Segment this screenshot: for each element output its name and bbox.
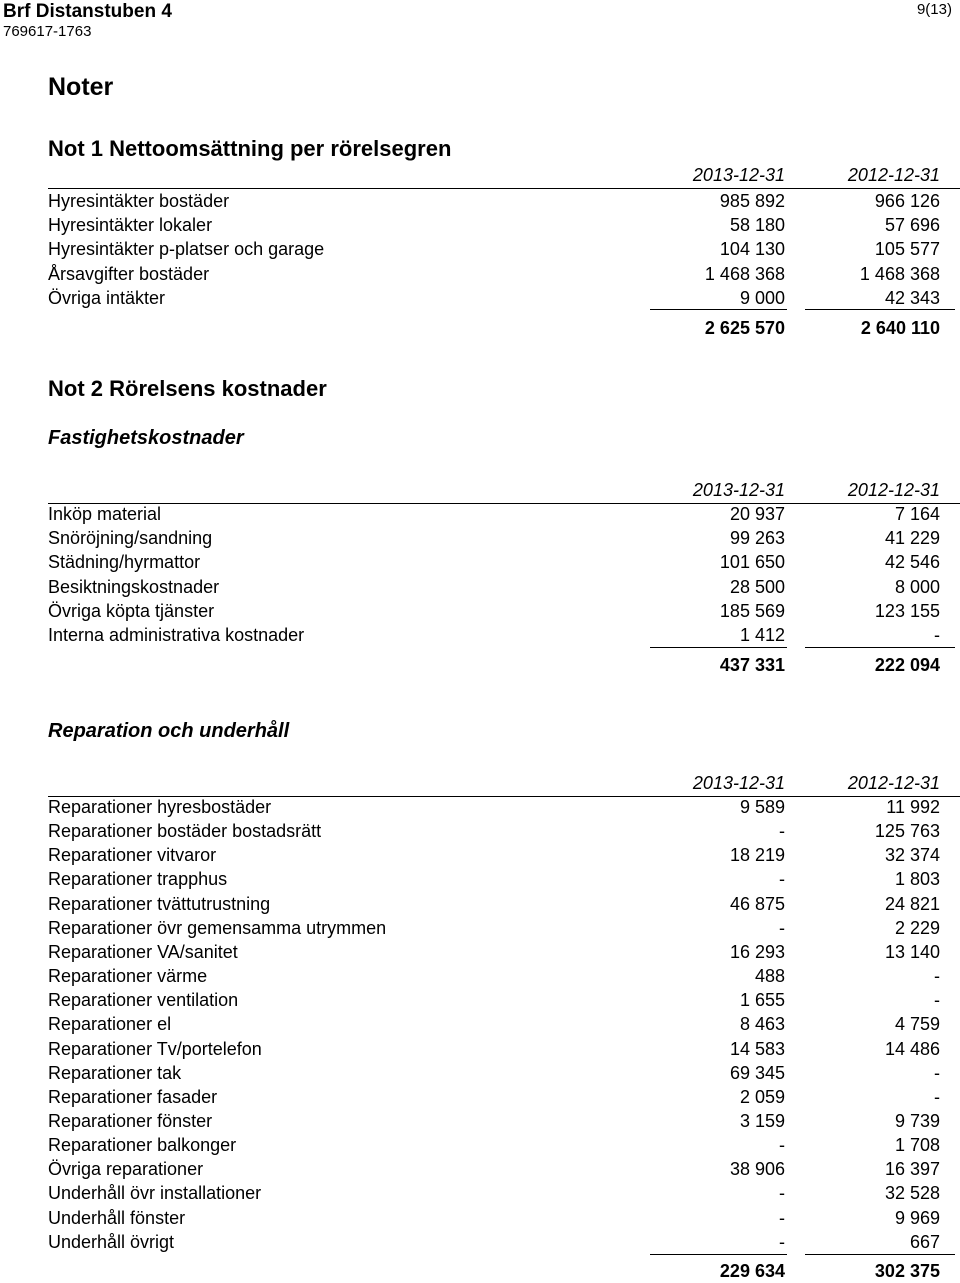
row-value-2012: - [934,1062,940,1083]
row-value-2013: 16 293 [729,941,785,962]
fastighet-col2-label: 2012-12-31 [847,480,940,500]
row-value-2013: 14 583 [729,1038,785,1059]
row-label: Årsavgifter bostäder [48,263,210,284]
row-value-2012: 2 229 [894,917,940,938]
table-row [48,262,942,286]
table-row [48,867,942,891]
row-value-2013: 20 937 [729,504,785,524]
table-row [48,940,942,964]
row-label: Inköp material [48,504,162,524]
note1-total-2012: 2 640 110 [860,318,940,338]
row-value-2013: 18 219 [729,845,785,866]
reparation-total-2012: 302 375 [874,1261,940,1281]
row-value-2013: 38 906 [729,1159,785,1180]
reparation-col2-label: 2012-12-31 [847,773,940,793]
reparation-total-2013: 229 634 [719,1261,785,1281]
row-value-2013: 9 589 [739,797,785,817]
row-value-2012: 105 577 [874,239,940,260]
table-row [48,599,942,623]
row-value-2012: 14 486 [884,1038,940,1059]
row-value-2013: 3 159 [739,1110,785,1131]
note1-column-header [48,163,942,187]
row-value-2013: 104 130 [719,239,785,260]
fastighet-total-row [48,653,942,677]
fastighet-total-2013: 437 331 [719,655,785,675]
row-value-2013: 28 500 [729,576,785,597]
row-value-2012: 966 126 [874,191,940,211]
row-label: Övriga köpta tjänster [48,600,215,621]
table-row [48,237,942,261]
row-label: Reparationer fasader [48,1086,218,1107]
row-label: Underhåll övrigt [48,1231,175,1252]
fastighet-total-2012: 222 094 [874,655,940,675]
row-value-2012: 8 000 [894,576,940,597]
row-label: Underhåll övr installationer [48,1183,262,1204]
table-row [48,502,942,526]
row-value-2012: 42 546 [884,552,940,573]
table-row [48,819,942,843]
note1-col1-label: 2013-12-31 [692,165,785,185]
row-label: Reparationer bostäder bostadsrätt [48,821,322,842]
row-value-2012: 123 155 [874,600,940,621]
row-value-2012: - [934,966,940,987]
row-label: Reparationer övr gemensamma utrymmen [48,917,387,938]
row-label: Övriga intäkter [48,287,166,308]
row-label: Snöröjning/sandning [48,528,213,549]
note1-sum-rule-col1 [650,309,787,310]
row-value-2012: 1 468 368 [859,263,940,284]
row-value-2013: 99 263 [729,528,785,549]
row-value-2013: 488 [754,966,785,987]
row-value-2013: 101 650 [719,552,785,573]
fastighet-sum-rule-col1 [650,647,787,648]
row-value-2012: 4 759 [894,1014,940,1035]
row-label: Reparationer tak [48,1062,182,1083]
table-row [48,189,942,213]
table-row [48,1157,942,1181]
row-label: Reparationer trapphus [48,869,228,890]
table-row [48,1206,942,1230]
row-value-2012: 16 397 [884,1159,940,1180]
row-label: Hyresintäkter p-platser och garage [48,239,325,260]
table-row [48,550,942,574]
fastighet-col1-label: 2013-12-31 [692,480,785,500]
row-label: Reparationer vitvaror [48,845,217,866]
row-label: Reparationer värme [48,966,208,987]
table-row [48,988,942,1012]
table-row [48,795,942,819]
row-value-2013: 69 345 [729,1062,785,1083]
row-label: Reparationer VA/sanitet [48,941,238,962]
row-value-2013: - [779,821,785,842]
row-value-2013: - [779,917,785,938]
row-label: Reparationer ventilation [48,990,239,1011]
note1-total-2013: 2 625 570 [704,318,785,338]
row-value-2012: 9 739 [894,1110,940,1131]
row-label: Reparationer Tv/portelefon [48,1038,262,1059]
page-title: Noter [48,73,114,101]
table-row [48,892,942,916]
table-row [48,1061,942,1085]
note1-heading: Not 1 Nettoomsättning per rörelsegren [48,136,452,161]
row-label: Övriga reparationer [48,1159,204,1180]
row-value-2013: 1 468 368 [704,263,785,284]
row-value-2013: 9 000 [739,287,785,308]
row-value-2013: 985 892 [719,191,785,211]
reparation-col1-label: 2013-12-31 [692,773,785,793]
reparation-column-header [48,771,942,795]
table-row [48,1133,942,1157]
row-label: Reparationer tvättutrustning [48,893,271,914]
row-value-2013: 1 412 [739,625,785,645]
reparation-subheading: Reparation och underhåll [48,720,290,742]
row-value-2013: 1 655 [739,990,785,1011]
row-value-2013: 2 059 [739,1086,785,1107]
row-value-2013: - [779,1231,785,1252]
row-value-2012: 11 992 [886,797,940,817]
note1-col2-label: 2012-12-31 [847,165,940,185]
row-value-2012: 1 708 [894,1135,940,1156]
table-row [48,1109,942,1133]
row-value-2012: 41 229 [884,528,940,549]
reparation-sum-rule-col1 [650,1254,787,1255]
row-value-2013: - [779,1207,785,1228]
row-value-2012: 13 140 [884,941,940,962]
note1-sum-rule-col2 [805,309,955,310]
row-value-2013: 8 463 [739,1014,785,1035]
table-row [48,1012,942,1036]
row-value-2013: 46 875 [729,893,785,914]
table-row [48,964,942,988]
row-label: Reparationer hyresbostäder [48,797,272,817]
row-value-2012: 125 763 [874,821,940,842]
note1-total-row [48,316,942,340]
row-value-2012: 7 164 [894,504,940,524]
fastighet-subheading: Fastighetskostnader [48,427,244,449]
table-row [48,286,942,310]
row-label: Underhåll fönster [48,1207,186,1228]
table-row [48,213,942,237]
row-label: Reparationer balkonger [48,1135,237,1156]
row-label: Reparationer fönster [48,1110,213,1131]
table-row [48,575,942,599]
row-value-2012: 32 528 [884,1183,940,1204]
row-value-2012: 42 343 [884,287,940,308]
row-value-2012: 24 821 [884,893,940,914]
row-label: Städning/hyrmattor [48,552,201,573]
page-number: 9(13) [916,1,952,18]
reparation-total-row [48,1259,942,1283]
table-row [48,843,942,867]
row-value-2012: - [934,990,940,1011]
row-value-2013: - [779,869,785,890]
row-value-2012: 32 374 [884,845,940,866]
table-row [48,1181,942,1205]
row-label: Reparationer el [48,1014,172,1035]
table-row [48,1085,942,1109]
row-value-2012: 9 969 [894,1207,940,1228]
row-value-2012: 57 696 [884,215,940,236]
row-value-2013: - [779,1135,785,1156]
row-label: Hyresintäkter bostäder [48,191,230,211]
organization-name: Brf Distanstuben 4 [3,1,172,22]
note2-heading: Not 2 Rörelsens kostnader [48,376,327,401]
row-value-2013: 185 569 [719,600,785,621]
row-value-2012: 1 803 [894,869,940,890]
row-value-2012: 667 [909,1231,940,1252]
table-row [48,916,942,940]
row-label: Hyresintäkter lokaler [48,215,213,236]
reparation-sum-rule-col2 [805,1254,955,1255]
row-value-2012: - [934,1086,940,1107]
table-row [48,526,942,550]
row-value-2013: - [779,1183,785,1204]
fastighet-column-header [48,478,942,502]
row-value-2013: 58 180 [729,215,785,236]
row-label: Besiktningskostnader [48,576,220,597]
table-row [48,623,942,647]
row-label: Interna administrativa kostnader [48,625,305,645]
row-value-2012: - [934,625,940,645]
organization-number: 769617-1763 [3,23,92,40]
table-row [48,1037,942,1061]
fastighet-sum-rule-col2 [805,647,955,648]
table-row [48,1230,942,1254]
